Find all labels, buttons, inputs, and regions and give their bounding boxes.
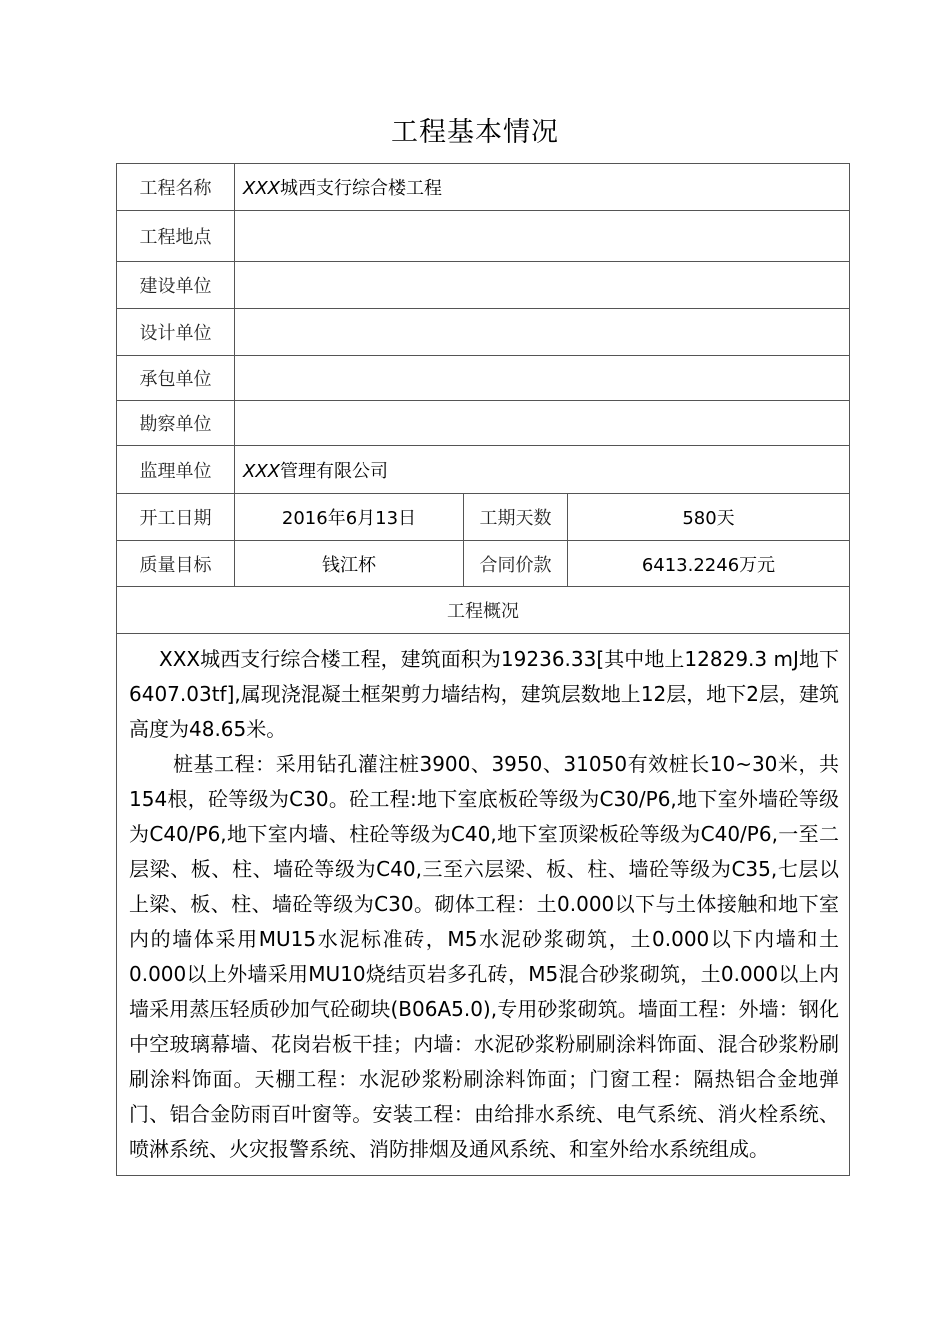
row-overview-header <box>117 587 850 634</box>
survey-value <box>235 401 850 446</box>
contractor-label: 承包单位 <box>117 356 235 401</box>
duration-value: 580天 <box>568 494 850 541</box>
survey-label: 勘察单位 <box>117 401 235 446</box>
start-date-label: 开工日期 <box>117 494 235 541</box>
location-value <box>235 211 850 262</box>
row-quality-price <box>117 541 850 587</box>
row-designer <box>117 309 850 356</box>
builder-label: 建设单位 <box>117 262 235 309</box>
overview-text <box>117 634 850 1176</box>
duration-label: 工期天数 <box>464 494 568 541</box>
project-info-table <box>116 163 850 1176</box>
designer-value <box>235 309 850 356</box>
contract-price-value: 6413.2246万元 <box>568 541 850 587</box>
contract-price-label: 合同价款 <box>464 541 568 587</box>
project-name-label: 工程名称 <box>117 164 235 211</box>
quality-label: 质量目标 <box>117 541 235 587</box>
row-schedule <box>117 494 850 541</box>
row-overview-body <box>117 634 850 1176</box>
contractor-value <box>235 356 850 401</box>
start-date-value: 2016年6月13日 <box>235 494 464 541</box>
row-survey <box>117 401 850 446</box>
supervisor-value <box>235 446 850 494</box>
row-location <box>117 211 850 262</box>
overview-paragraph-2: 桩基工程：采用钻孔灌注桩3900、3950、31050有效桩长10~30米，共154根，砼等级为C30。砼工程:地下室底板砼等级为C30/P6,地下室外墙砼等级为C40/P6,地下室内墙、柱砼等级为C40,地下室顶梁板砼等级为C40/P6,一至二层梁、板、柱、墙砼等级为C40,三至六层梁、板、柱、墙砼等级为C35,七层以上梁、板、柱、墙砼等级为C30。砌体工程：土0.000以下与土体接触和地下室内的墙体采用MU15水泥标准砖，M5水泥砂浆砌筑，土0.000以下内墙和土0.000以上外墙采用MU10烧结页岩多孔砖，M5混合砂浆砌筑，土0.000以上内墙采用蒸压轻质砂加气砼砌块(B06A5.0),专用砂浆砌筑。墙面工程：外墙：钢化中空玻璃幕墙、花岗岩板干挂；内墙：水泥砂浆粉刷刷涂料饰面、混合砂浆粉刷刷涂料饰面。天棚工程：水泥砂浆粉刷涂料饰面；门窗工程：隔热铝合金地弹门、铝合金防雨百叶窗等。安装工程：由给排水系统、电气系统、消火栓系统、喷淋系统、火灾报警系统、消防排烟及通风系统、和室外给水系统组成。 <box>129 752 840 1161</box>
row-contractor <box>117 356 850 401</box>
row-builder <box>117 262 850 309</box>
project-name-prefix: XXX <box>243 178 280 199</box>
page-title: 工程基本情况 <box>391 117 559 148</box>
location-label: 工程地点 <box>117 211 235 262</box>
overview-label: 工程概况 <box>117 587 850 634</box>
project-name-text: 城西支行综合楼工程 <box>280 178 442 199</box>
supervisor-text: 管理有限公司 <box>280 460 388 482</box>
supervisor-label: 监理单位 <box>117 446 235 494</box>
row-supervisor <box>117 446 850 494</box>
designer-label: 设计单位 <box>117 309 235 356</box>
quality-value: 钱江杯 <box>235 541 464 587</box>
overview-paragraph-1: XXX城西支行综合楼工程，建筑面积为19236.33[其中地上12829.3 mJ地下6407.03tf],属现浇混凝土框架剪力墙结构，建筑层数地上12层，地下2层，建筑高度为48.65米。 <box>129 647 840 741</box>
supervisor-prefix: XXX <box>243 460 280 482</box>
project-name-value <box>235 164 850 211</box>
builder-value <box>235 262 850 309</box>
row-project-name <box>117 164 850 211</box>
